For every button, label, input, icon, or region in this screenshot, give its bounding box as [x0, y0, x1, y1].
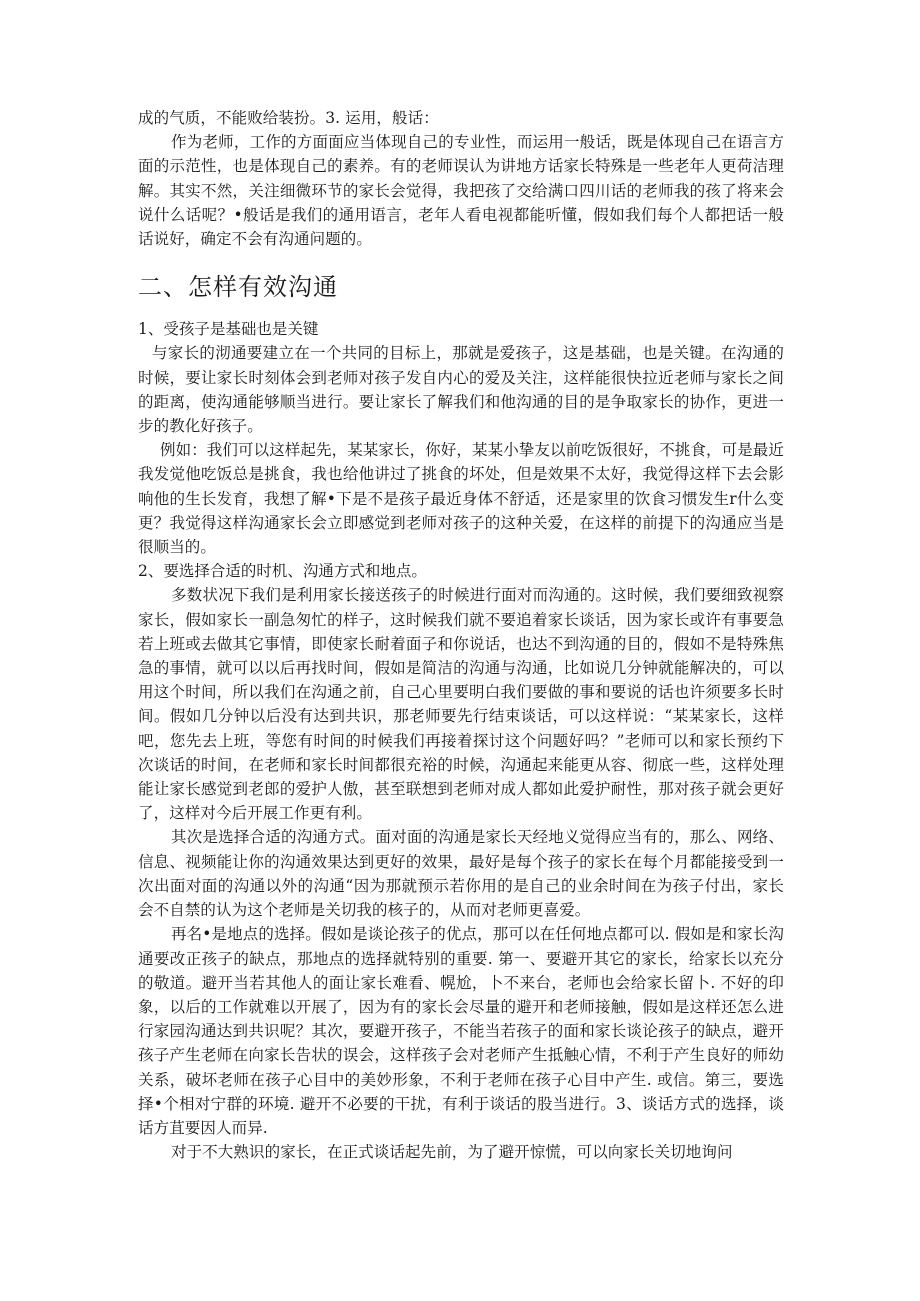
section2-paragraph-3: 再名•是地点的选择。假如是谈论孩子的优点，那可以在任何地点都可以. 假如是和家长沟通要改正孩子的缺点，那地点的选择就特别的重要. 第一、要避开其它的家长，给家长以充分的敬道。避开当若其他人的面让家长难看、幌尬，卜不来台，老师也会给家长留卜. 不好的印象，以后的工作就难以开展了，因为有的家长会尽量的避开和老师接触，假如是这样还怎么进行家园沟通达到共识呢？其次，要避开孩子，不能当若孩子的面和家长谈论孩子的缺点，避开孩子产生老师在向家长告状的误会，这样孩子会对老师产生抵触心情，不利于产生良好的师幼关系，破坏老师在孩子心目中的美妙形象，不利于老师在孩子心目中产生. 或信。第三，要选择•个相对宁群的环境. 避开不必要的干扰，有利于谈话的股当进行。3、谈话方式的选择，谈话方苴要因人而异.	[138, 925, 784, 1137]
paragraph-continuation: 成的气质，不能败给装扮。3. 运用，般话：	[138, 109, 439, 127]
section1-paragraph-2: 例如：我们可以这样起先，某某家长，你好，某某小挚友以前吃饭很好，不挑食，可是最近我发觉他吃饭总是挑食，我也给他讲过了挑食的坏处，但是效果不太好，我觉得这样下去会影响他的生长发育，我想了解•下是不是孩子最近身体不舒适，还是家里的饮食习惯发生r什么变更？我觉得这样沟通家长会立即感觉到老师对孩子的这种关爱，在这样的前提下的沟通应当是很顺当的。	[138, 441, 785, 557]
section1-paragraph-1: 与家长的沏通要建立在一个共同的目标上，那就是爱孩子，这是基础，也是关键。在沟通的时候，要让家长时刻体会到老师对孩子发自内心的爱及关注，这样能很快拉近老师与家长之间的距离，使沟通能够顺当进行。要让家长了解我们和他沟通的目的是争取家长的协作，更进一步的教化好孩子。	[138, 344, 784, 436]
section-heading: 二、怎样有效沟通	[138, 273, 338, 302]
section2-paragraph-4: 对于不大熟识的家长，在正式谈话起先前，为了避开惊慌，可以向家长关切地询问	[171, 1143, 733, 1162]
paragraph-mandarin-usage: 作为老师，工作的方面面应当体现自己的专业性，而运用一般话，既是体现自己在语言方面的示范性，也是体现自己的素养。有的老师误认为讲地方话家长特殊是一些老年人更荷洁理解。其实不然，关注细微环节的家长会觉得，我把孩了交给满口四川话的老师我的孩了将来会说什么话呢？•般话是我们的通用语言，老年人看电视都能听懂，假如我们每个人都把话一般话说好，确定不会有沟通问题的。	[138, 133, 784, 249]
document-page	[138, 106, 784, 1164]
section2-title: 2、要选择合适的时机、沟通方式和地点。	[138, 562, 427, 581]
section1-title: 1、受孩子是基础也是关键	[138, 320, 319, 339]
section2-paragraph-1: 多数状况下我们是利用家长接送孩子的时候进行面对而沟通的。这时候，我们要细致视察家长，假如家长一副急匆忙的样子，这时候我们就不要追着家长谈话，因为家长或许有事要急若上班或去做其它事情，即使家长耐着面子和你说话，也达不到沟通的目的，假如不是特殊焦急的事情，就可以以后再找时间，假如是简洁的沟通与沟通，比如说几分钟就能解决的，可以用这个时间，所以我们在沟通之前，自己心里要明白我们要做的事和要说的话也许须要多长时间。假如几分钟以后没有达到共识，那老师要先行结束谈话，可以这样说：“某某家长，这样吧，您先去上班，等您有时间的时候我们再接着探讨这个问题好吗？”老师可以和家长预约下次谈话的时间，在老师和家长时间都很充裕的时候，沟通起来能更从容、彻底一些，这样处理能让家长感觉到老郎的爱护人傲，甚至联想到老师对成人都如此爱护耐性，那对孩子就会更好了，这样对今后开展工作更有利。	[138, 586, 784, 823]
section2-paragraph-2: 其次是选择合适的沟通方式。面对面的沟通是家长天经地义觉得应当有的，那么、网络、信息、视频能让你的沟通效果达到更好的效果，最好是每个孩子的家长在每个月都能接受到一次出面对面的沟通以外的沟通“因为那就预示若你用的是自己的业余时间在为孩子付出，家长会不自禁的认为这个老师是关切我的核子的，从而对老师更喜爱。	[138, 828, 784, 920]
